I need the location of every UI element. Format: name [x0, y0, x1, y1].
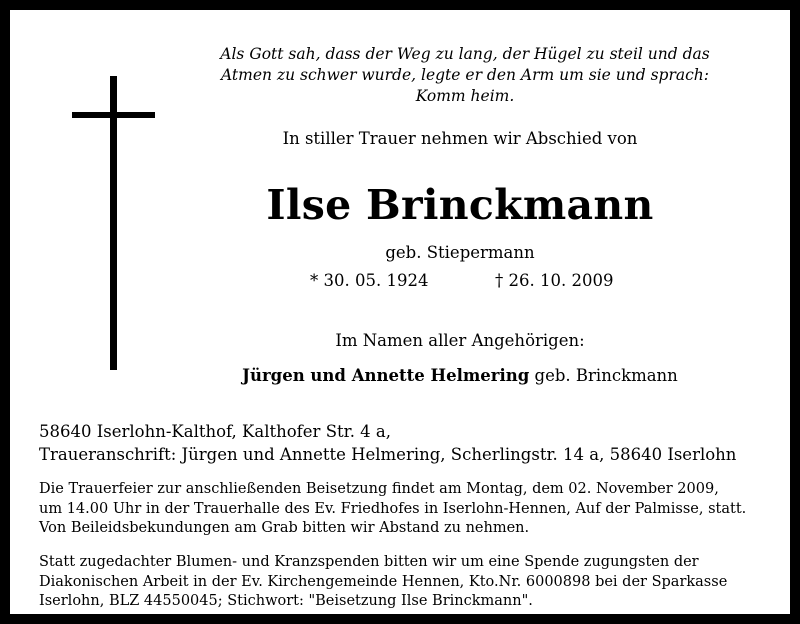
family-names — [180, 366, 740, 385]
ceremony-paragraph — [39, 480, 746, 539]
maiden-name: geb. Stiepermann — [385, 243, 535, 262]
family-names-suffix: geb. Brinckmann — [529, 366, 678, 385]
cross-icon — [110, 76, 117, 370]
cross-icon-bar — [72, 112, 155, 118]
ceremony-line: um 14.00 Uhr in der Trauerhalle des Ev. Friedhofes in Iserlohn-Hennen, Auf der Palmisse, statt. — [39, 500, 747, 517]
quote-line: Atmen zu schwer wurde, legte er den Arm um sie und sprach: — [221, 66, 709, 84]
donation-line: Statt zugedachter Blumen- und Kranzspenden bitten wir um eine Spende zugungsten der — [39, 554, 699, 570]
death-date: † 26. 10. 2009 — [495, 271, 614, 290]
deceased-name: Ilse Brinckmann — [266, 181, 654, 229]
mourning-intro: In stiller Trauer nehmen wir Abschied von — [282, 129, 638, 148]
donation-line: Iserlohn, BLZ 44550045; Stichwort: "Beisetzung Ilse Brinckmann". — [39, 593, 533, 609]
family-intro: Im Namen aller Angehörigen: — [335, 331, 585, 350]
family-names-bold: Jürgen und Annette Helmering — [242, 366, 530, 385]
address-line: 58640 Iserlohn-Kalthof, Kalthofer Str. 4 a, — [39, 422, 392, 441]
quote-line: Als Gott sah, dass der Weg zu lang, der Hügel zu steil und das — [220, 45, 710, 63]
birth-date: * 30. 05. 1924 — [310, 271, 429, 290]
ceremony-line: Von Beileidsbekundungen am Grab bitten wir Abstand zu nehmen. — [39, 520, 530, 536]
donation-paragraph — [39, 553, 727, 612]
donation-line: Diakonischen Arbeit in der Ev. Kirchengemeinde Hennen, Kto.Nr. 6000898 bei der Sparkasse — [39, 573, 728, 590]
ceremony-line: Die Trauerfeier zur anschließenden Beisetzung findet am Montag, dem 02. November 2009, — [39, 481, 719, 497]
address-block — [39, 420, 736, 466]
quote-line: Komm heim. — [415, 87, 515, 105]
quote — [200, 44, 730, 107]
mourning-address-line: Traueranschrift: Jürgen und Annette Helmering, Scherlingstr. 14 a, 58640 Iserlohn — [39, 445, 737, 464]
